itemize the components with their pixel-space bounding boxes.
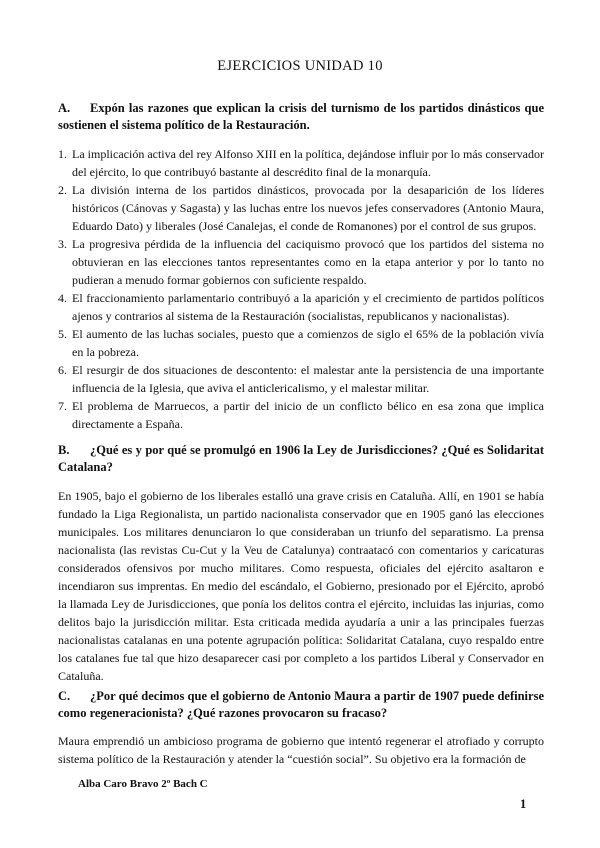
page-number: 1 xyxy=(520,797,527,811)
question-a xyxy=(58,100,544,134)
section-c xyxy=(58,688,544,768)
section-a xyxy=(58,100,544,433)
question-letter: B. xyxy=(58,443,70,457)
answer-paragraph: En 1905, bajo el gobierno de los liberales estalló una grave crisis en Cataluña. Allí, en 1901 se había fundado la Liga Regionalista, un partido nacionalista conservador que en 1905 ganó las elecciones municipales. Los militares denunciaron lo que consideraban un triunfo del separatismo. La prensa nacionalista (las revistas Cu-Cut y la Veu de Catalunya) contraatacó con comentarios y caricaturas considerados ofensivos por mucho militares. Como respuesta, oficiales del ejército asaltaron e incendiaron sus imprentas. En medio del escándalo, el Gobierno, presionado por el Ejército, aprobó la llamada Ley de Jurisdicciones, que ponía los delitos contra el ejército, incluidas las injurias, como delitos bajo la jurisdicción militar. Esta criticada medida ayudaría a unir a las principales fuerzas nacionalistas catalanas en una potente agrupación política: Solidaritat Catalana, cuyo respaldo entre los catalanes fue tal que hizo desaparecer casi por completo a los partidos Liberal y Conservador en Cataluña. xyxy=(58,489,544,683)
list-item-text: El problema de Marruecos, a partir del inicio de un conflicto bélico en esa zona que implica directamente a España. xyxy=(72,399,544,431)
list-item: 2. La división interna de los partidos dinásticos, provocada por la desaparición de los líderes históricos (Cánovas y Sagasta) y las luchas entre los nuevos jefes conservadores (Antonio Maura, Eduardo Dato) y liberales (José Canalejas, el conde de Romanones) por el control de sus grupos. xyxy=(58,183,544,233)
list-item: 5. El aumento de las luchas sociales, puesto que a comienzos de siglo el 65% de la población vivía en la pobreza. xyxy=(58,327,544,359)
section-b xyxy=(58,442,544,685)
page-title: EJERCICIOS UNIDAD 10 xyxy=(217,58,383,74)
list-item: 3. La progresiva pérdida de la influencia del caciquismo provocó que los partidos del sistema no obtuvieran en las elecciones tantos representantes como en la etapa anterior y por lo tanto no pudieran a menudo formar gobiernos con suficiente respaldo. xyxy=(58,237,544,287)
list-item: 1. La implicación activa del rey Alfonso XIII en la política, dejándose influir por lo más conservador del ejército, lo que contribuyó bastante al descrédito final de la monarquía. xyxy=(58,147,544,179)
list-item: 4. El fraccionamiento parlamentario contribuyó a la aparición y el crecimiento de partidos políticos ajenos y contrarios al sistema de la Restauración (socialistas, republicanos y nacionalistas). xyxy=(58,291,544,323)
question-letter: C. xyxy=(58,689,71,703)
list-item-text: El aumento de las luchas sociales, puesto que a comienzos de siglo el 65% de la población vivía en la pobreza. xyxy=(72,327,544,359)
question-text: ¿Qué es y por qué se promulgó en 1906 la Ley de Jurisdicciones? ¿Qué es Solidaritat Catalana? xyxy=(58,443,544,474)
list-item-text: La progresiva pérdida de la influencia del caciquismo provocó que los partidos del sistema no obtuvieran en las elecciones tantos representantes como en la etapa anterior y por lo tanto no pudieran a menudo formar gobiernos con suficiente respaldo. xyxy=(72,237,544,287)
list-item-text: El resurgir de dos situaciones de descontento: el malestar ante la persistencia de una importante influencia de la Iglesia, que aviva el anticlericalismo, y el malestar militar. xyxy=(72,363,544,395)
answer-paragraph: Maura emprendió un ambicioso programa de gobierno que intentó regenerar el atrofiado y corrupto sistema político de la Restauración y atender la “cuestión social”. Su objetivo era la formación de xyxy=(58,734,544,766)
list-item-text: La división interna de los partidos dinásticos, provocada por la desaparición de los líderes históricos (Cánovas y Sagasta) y las luchas entre los nuevos jefes conservadores (Antonio Maura, Eduardo Dato) y liberales (José Canalejas, el conde de Romanones) por el control de sus grupos. xyxy=(72,183,544,233)
question-c xyxy=(58,688,544,722)
footer-author: Alba Caro Bravo 2º Bach C xyxy=(78,778,208,790)
list-item: 7. El problema de Marruecos, a partir del inicio de un conflicto bélico en esa zona que implica directamente a España. xyxy=(58,399,544,431)
question-b xyxy=(58,442,544,476)
list-item: 6. El resurgir de dos situaciones de descontento: el malestar ante la persistencia de una importante influencia de la Iglesia, que aviva el anticlericalismo, y el malestar militar. xyxy=(58,363,544,395)
question-text: ¿Por qué decimos que el gobierno de Antonio Maura a partir de 1907 puede definirse como regeneracionista? ¿Qué razones provocaron su fracaso? xyxy=(58,689,544,720)
list-item-text: La implicación activa del rey Alfonso XIII en la política, dejándose influir por lo más conservador del ejército, lo que contribuyó bastante al descrédito final de la monarquía. xyxy=(72,147,544,179)
question-text: Expón las razones que explican la crisis del turnismo de los partidos dinásticos que sostienen el sistema político de la Restauración. xyxy=(58,101,544,132)
answer-list xyxy=(58,145,544,433)
list-item-text: El fraccionamiento parlamentario contribuyó a la aparición y el crecimiento de partidos políticos ajenos y contrarios al sistema de la Restauración (socialistas, republicanos y nacionalistas). xyxy=(72,291,544,323)
question-letter: A. xyxy=(58,101,71,115)
